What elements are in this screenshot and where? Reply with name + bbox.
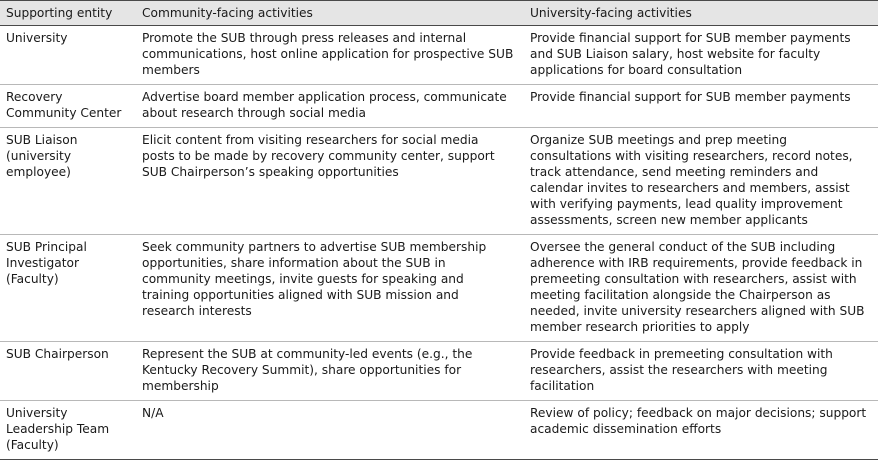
table-row xyxy=(0,235,878,342)
university-cell: Organize SUB meetings and prep meeting consultations with visiting researchers, record notes, track attendance, send meeting reminders and calendar invites to researchers and members, assist with verifying payments, lead quality improvement assessments, screen new member applicants xyxy=(522,128,878,235)
entity-cell: SUB Chairperson xyxy=(0,342,134,401)
entity-cell: University xyxy=(0,26,134,85)
table-row xyxy=(0,26,878,85)
table-row xyxy=(0,85,878,128)
header-supporting-entity: Supporting entity xyxy=(0,1,134,26)
community-cell: N/A xyxy=(134,401,522,460)
header-university-facing: University-facing activities xyxy=(522,1,878,26)
table-row xyxy=(0,401,878,460)
community-cell: Represent the SUB at community-led events (e.g., the Kentucky Recovery Summit), share opportunities for membership xyxy=(134,342,522,401)
header-community-facing: Community-facing activities xyxy=(134,1,522,26)
university-cell: Provide feedback in premeeting consultation with researchers, assist the researchers with meeting facilitation xyxy=(522,342,878,401)
community-cell: Advertise board member application process, communicate about research through social media xyxy=(134,85,522,128)
university-cell: Provide financial support for SUB member payments xyxy=(522,85,878,128)
university-cell: Review of policy; feedback on major decisions; support academic dissemination efforts xyxy=(522,401,878,460)
entity-cell: SUB Principal Investigator (Faculty) xyxy=(0,235,134,342)
university-cell: Provide financial support for SUB member payments and SUB Liaison salary, host website for faculty applications for board consultation xyxy=(522,26,878,85)
community-cell: Promote the SUB through press releases and internal communications, host online application for prospective SUB members xyxy=(134,26,522,85)
community-cell: Seek community partners to advertise SUB membership opportunities, share information about the SUB in community meetings, invite guests for speaking and training opportunities aligned with SUB mission and research interests xyxy=(134,235,522,342)
table-row xyxy=(0,128,878,235)
entity-cell: Recovery Community Center xyxy=(0,85,134,128)
entity-cell: SUB Liaison (university employee) xyxy=(0,128,134,235)
table-row xyxy=(0,342,878,401)
university-cell: Oversee the general conduct of the SUB including adherence with IRB requirements, provide feedback in premeeting consultation with researchers, assist with meeting facilitation alongside the Chairperson as needed, invite university researchers aligned with SUB member research priorities to apply xyxy=(522,235,878,342)
entity-cell: University Leadership Team (Faculty) xyxy=(0,401,134,460)
community-cell: Elicit content from visiting researchers for social media posts to be made by recovery community center, support SUB Chairperson’s speaking opportunities xyxy=(134,128,522,235)
table-header-row xyxy=(0,1,878,26)
